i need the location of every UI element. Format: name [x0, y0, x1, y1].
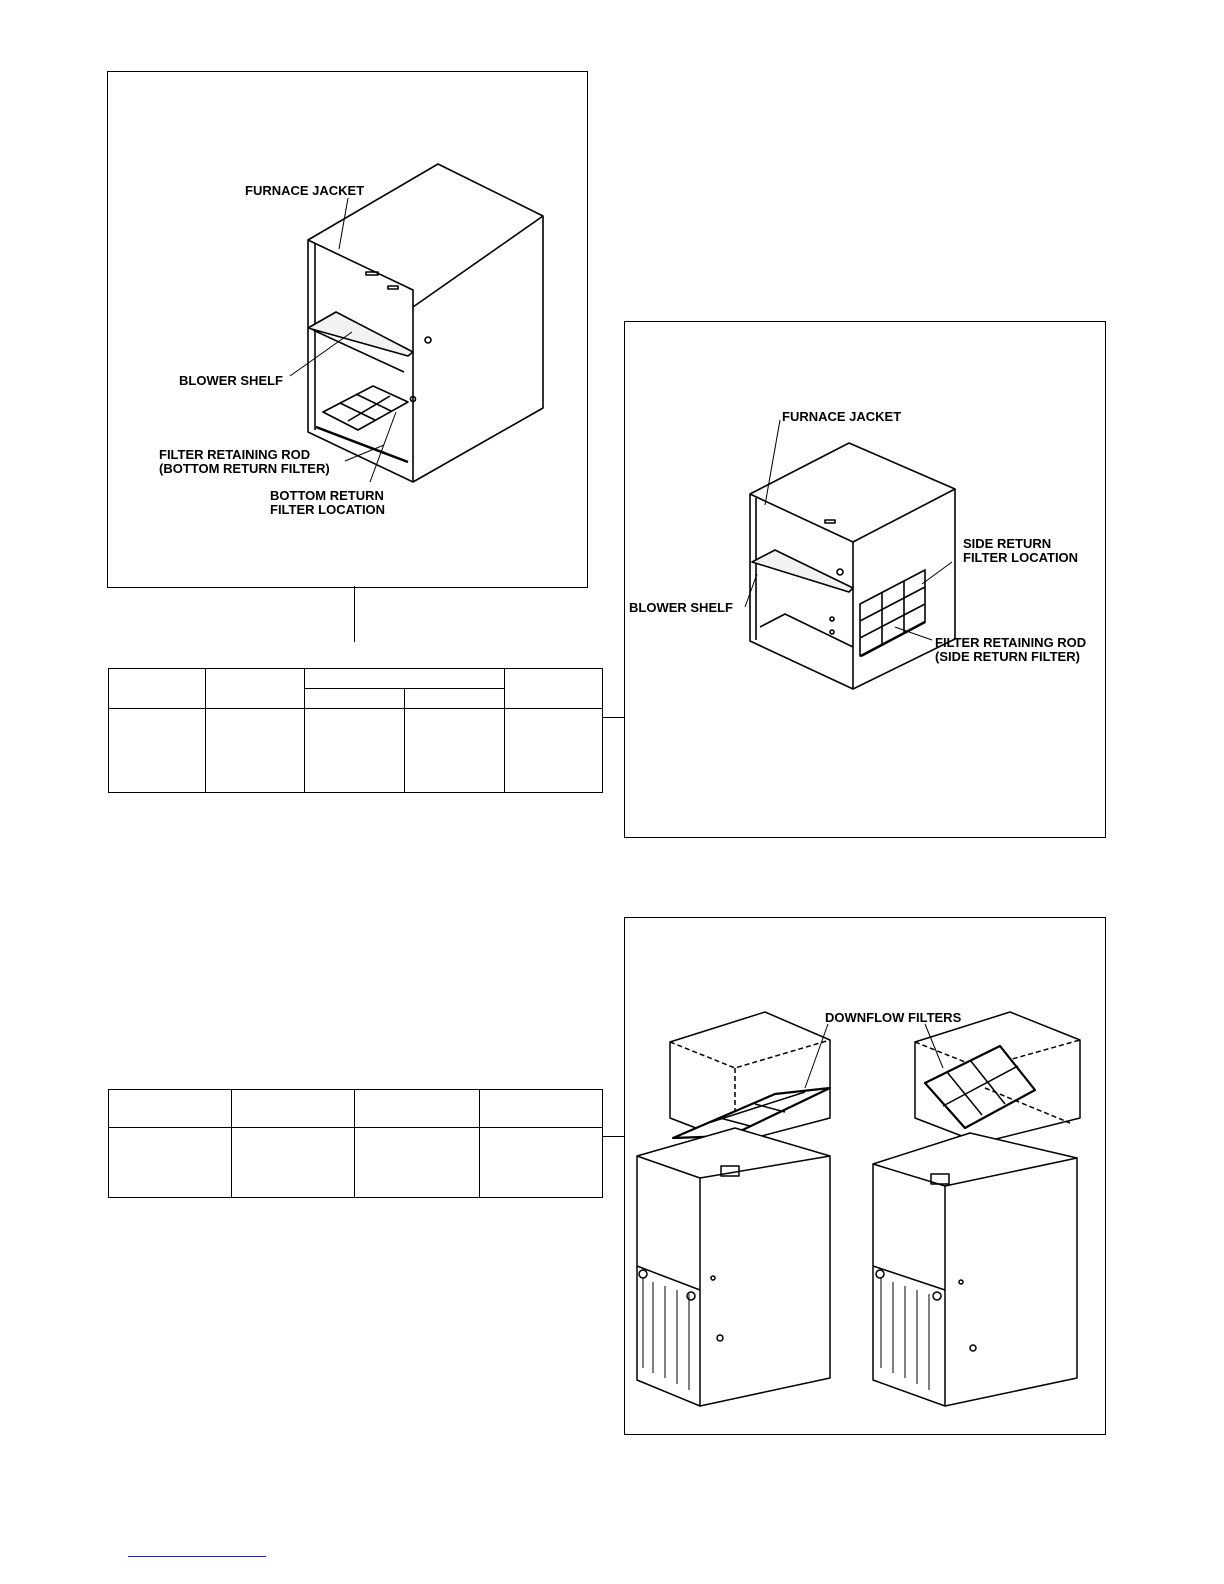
- footer-link-underline[interactable]: [128, 1556, 266, 1557]
- blower-shelf-label: BLOWER SHELF: [179, 373, 283, 388]
- figure1-connector: [354, 586, 355, 642]
- furnace-jacket-label: FURNACE JACKET: [245, 183, 365, 198]
- table2-header-cell: [355, 1090, 480, 1128]
- table1-data-cell: [109, 709, 206, 793]
- table2-header-cell: [109, 1090, 232, 1128]
- filter-retaining-rod-sublabel: (BOTTOM RETURN FILTER): [159, 461, 330, 476]
- table1-data-cell: [206, 709, 305, 793]
- table2-header-cell: [232, 1090, 355, 1128]
- filter-size-table-1: [108, 668, 603, 793]
- downflow-furnaces-drawing: [625, 918, 1105, 1434]
- table1-header-cell: [206, 669, 305, 709]
- bottom-return-label: BOTTOM RETURN: [270, 488, 384, 503]
- figure-side-return: [624, 321, 1106, 838]
- table1-header-cell: [405, 689, 505, 709]
- filter-retaining-rod-label: FILTER RETAINING ROD: [159, 447, 311, 462]
- filter-size-table-2: [108, 1089, 603, 1198]
- table1-header-cell: [305, 669, 505, 689]
- table2-data-cell: [232, 1128, 355, 1198]
- blower-shelf-label: BLOWER SHELF: [629, 600, 733, 615]
- downflow-filters-label: DOWNFLOW FILTERS: [825, 1010, 962, 1025]
- bottom-return-furnace-drawing: [108, 72, 587, 587]
- figure-downflow-filters: [624, 917, 1106, 1435]
- side-return-furnace-drawing: [625, 322, 1105, 837]
- table2-connector: [602, 1136, 624, 1137]
- table1-header-cell: [505, 669, 603, 709]
- table2-data-cell: [480, 1128, 603, 1198]
- figure-bottom-return: [107, 71, 588, 588]
- bottom-return-sublabel: FILTER LOCATION: [270, 502, 386, 517]
- side-return-sublabel: FILTER LOCATION: [963, 550, 1079, 565]
- table1-data-cell: [405, 709, 505, 793]
- table2-header-cell: [480, 1090, 603, 1128]
- table2-data-cell: [109, 1128, 232, 1198]
- table1-header-cell: [305, 689, 405, 709]
- filter-retaining-rod-sublabel: (SIDE RETURN FILTER): [935, 649, 1080, 664]
- table1-data-cell: [305, 709, 405, 793]
- table1-data-cell: [505, 709, 603, 793]
- furnace-jacket-label: FURNACE JACKET: [782, 409, 902, 424]
- filter-retaining-rod-label: FILTER RETAINING ROD: [935, 635, 1087, 650]
- table1-header-cell: [109, 669, 206, 709]
- table1-connector: [602, 717, 624, 718]
- table2-data-cell: [355, 1128, 480, 1198]
- side-return-label: SIDE RETURN: [963, 536, 1052, 551]
